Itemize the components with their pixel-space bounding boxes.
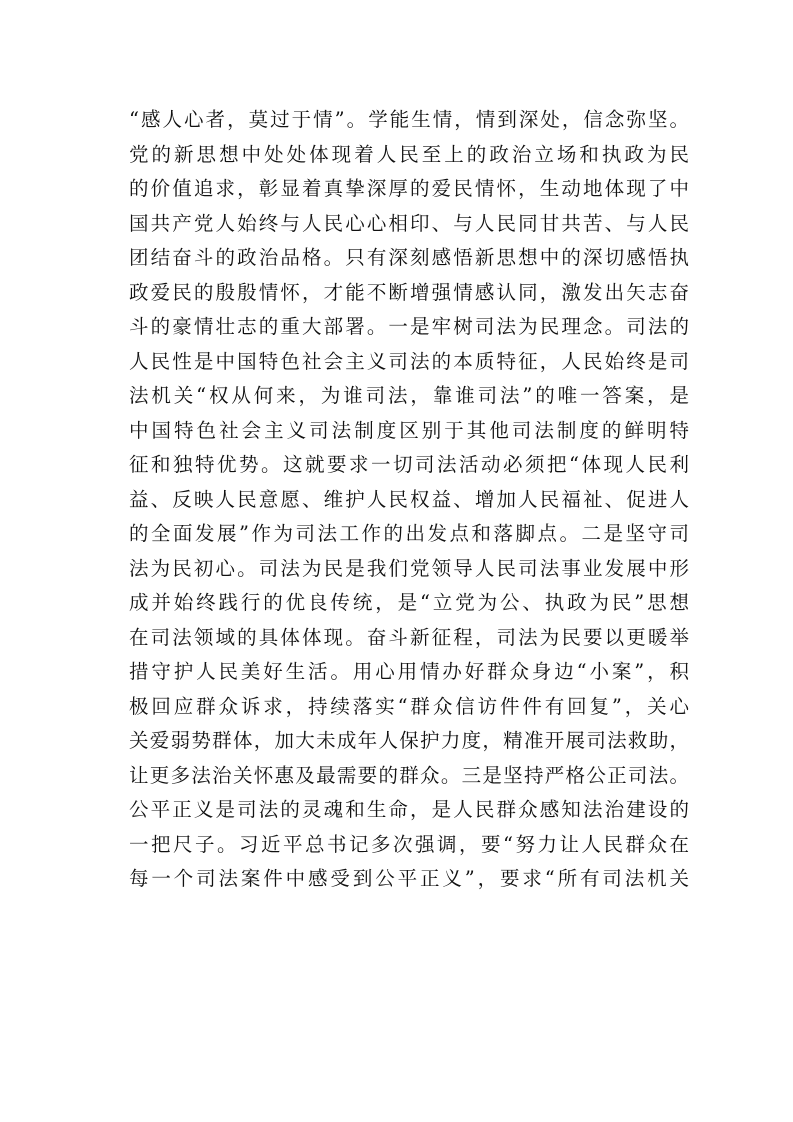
text-line: 法为民初心。司法为民是我们党领导人民司法事业发展中形	[129, 556, 689, 580]
text-line: 益、反映人民意愿、维护人民权益、增加人民福祉、促进人	[129, 487, 689, 511]
text-line: 的价值追求，彰显着真挚深厚的爱民情怀，生动地体现了中	[129, 177, 689, 200]
body-paragraph	[129, 103, 689, 897]
text-line: 极回应群众诉求，持续落实“群众信访件件有回复”，关心	[129, 694, 689, 718]
text-line: 中国特色社会主义司法制度区别于其他司法制度的鲜明特	[129, 418, 689, 442]
text-line: 团结奋斗的政治品格。只有深刻感悟新思想中的深切感悟执	[129, 246, 689, 269]
text-line: 让更多法治关怀惠及最需要的群众。三是坚持严格公正司法。	[129, 763, 689, 787]
text-line: 党的新思想中处处体现着人民至上的政治立场和执政为民	[129, 142, 689, 166]
text-line: 斗的豪情壮志的重大部署。一是牢树司法为民理念。司法的	[129, 315, 689, 338]
text-line: 法机关“权从何来，为谁司法，靠谁司法”的唯一答案，是	[129, 384, 689, 407]
text-line: 公平正义是司法的灵魂和生命，是人民群众感知法治建设的	[129, 798, 689, 821]
text-line: 一把尺子。习近平总书记多次强调，要“努力让人民群众在	[129, 832, 689, 856]
text-line: 成并始终践行的优良传统，是“立党为公、执政为民”思想	[129, 591, 689, 614]
text-line: “感人心者，莫过于情”。学能生情，情到深处，信念弥坚。	[129, 108, 689, 131]
text-line: 征和独特优势。这就要求一切司法活动必须把“体现人民利	[129, 453, 689, 476]
text-line: 的全面发展”作为司法工作的出发点和落脚点。二是坚守司	[129, 522, 689, 545]
text-line: 措守护人民美好生活。用心用情办好群众身边“小案”，积	[129, 660, 689, 683]
text-line: 关爱弱势群体，加大未成年人保护力度，精准开展司法救助，	[129, 729, 689, 752]
text-line: 政爱民的殷殷情怀，才能不断增强情感认同，激发出矢志奋	[129, 280, 689, 304]
text-line: 人民性是中国特色社会主义司法的本质特征，人民始终是司	[129, 349, 689, 373]
text-line: 每一个司法案件中感受到公平正义”，要求“所有司法机关	[129, 867, 689, 890]
text-line: 在司法领域的具体体现。奋斗新征程，司法为民要以更暖举	[129, 625, 689, 649]
text-line: 国共产党人始终与人民心心相印、与人民同甘共苦、与人民	[129, 211, 689, 235]
